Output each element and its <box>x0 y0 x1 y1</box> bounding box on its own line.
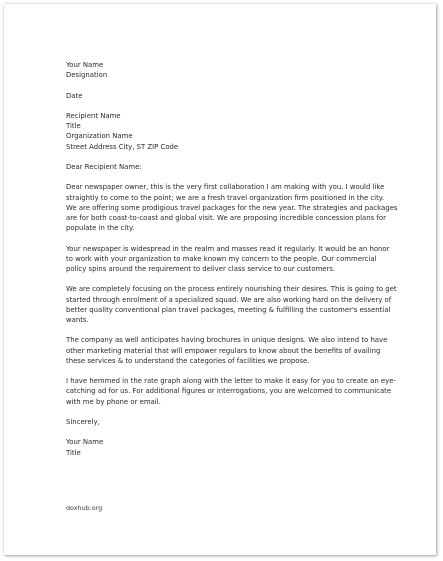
sender-name: Your Name <box>66 61 104 69</box>
paragraph-4 <box>66 335 388 366</box>
paragraph-line: The company as well anticipates having brochures in unique designs. We also intend to have <box>66 336 388 345</box>
paragraph-line: I have hemmed in the rate graph along with the letter to make it easy for you to create an eye- <box>66 377 396 386</box>
letter-page <box>4 4 436 555</box>
paragraph-line: Your newspaper is widespread in the realm and masses read it regularly. It would be an honor <box>66 244 390 253</box>
sender-designation: Designation <box>66 71 108 80</box>
paragraph-5 <box>66 376 396 407</box>
paragraph-line: with me by phone or email. <box>66 397 161 406</box>
paragraph-line: Dear newspaper owner, this is the very first collaboration I am making with you. I would like <box>66 183 385 192</box>
paragraph-line: wants. <box>66 315 89 324</box>
paragraph-line: to work with your organization to make known my concern to the people. Our commercial <box>66 254 377 263</box>
paragraph-1 <box>66 182 398 233</box>
recipient-name: Recipient Name <box>66 111 121 120</box>
signature-name: Your Name <box>66 438 104 447</box>
paragraph-3 <box>66 284 397 325</box>
paragraph-2 <box>66 244 388 275</box>
recipient-organization: Organization Name <box>66 132 133 141</box>
footer-source: doxhub.org <box>66 504 103 512</box>
paragraph-line: are for both coast-to-coast and global visit. We are proposing incredible concession plans for <box>66 213 386 222</box>
paragraph-line: policy spins around the requirement to deliver class service to our customers. <box>66 264 336 273</box>
recipient-address: Street Address City, ST ZIP Code <box>66 142 179 151</box>
letter-date: Date <box>66 91 83 100</box>
paragraph-line: other marketing material that will empower regulars to know about the benefits of availing <box>66 346 381 355</box>
paragraph-line: straightly to come to the point; we are a fresh travel organization firm positioned in the city. <box>66 193 385 202</box>
signature-title: Title <box>66 448 81 457</box>
closing: Sincerely, <box>66 417 100 426</box>
paragraph-line: populate in the city. <box>66 224 135 233</box>
paragraph-line: better quality conventional plan travel packages, meeting & fulfilling the customer's essential <box>66 305 391 314</box>
paragraph-line: started through enrolment of a specialized squad. We are also working hard on the delivery of <box>66 295 392 304</box>
paragraph-line: catching ad for us. For additional figures or interrogations, you are welcomed to communicate <box>66 387 392 396</box>
paragraph-line: We are offering some prodigious travel packages for the new year. The strategies and packages <box>66 203 398 212</box>
paragraph-line: We are completely focusing on the process entirely nourishing their desires. This is going to get <box>66 285 397 294</box>
recipient-title: Title <box>66 122 81 131</box>
letter-body <box>66 60 398 458</box>
paragraph-line: these services & to understand the categories of facilities we propose. <box>66 356 310 365</box>
salutation: Dear Recipient Name: <box>66 162 142 171</box>
